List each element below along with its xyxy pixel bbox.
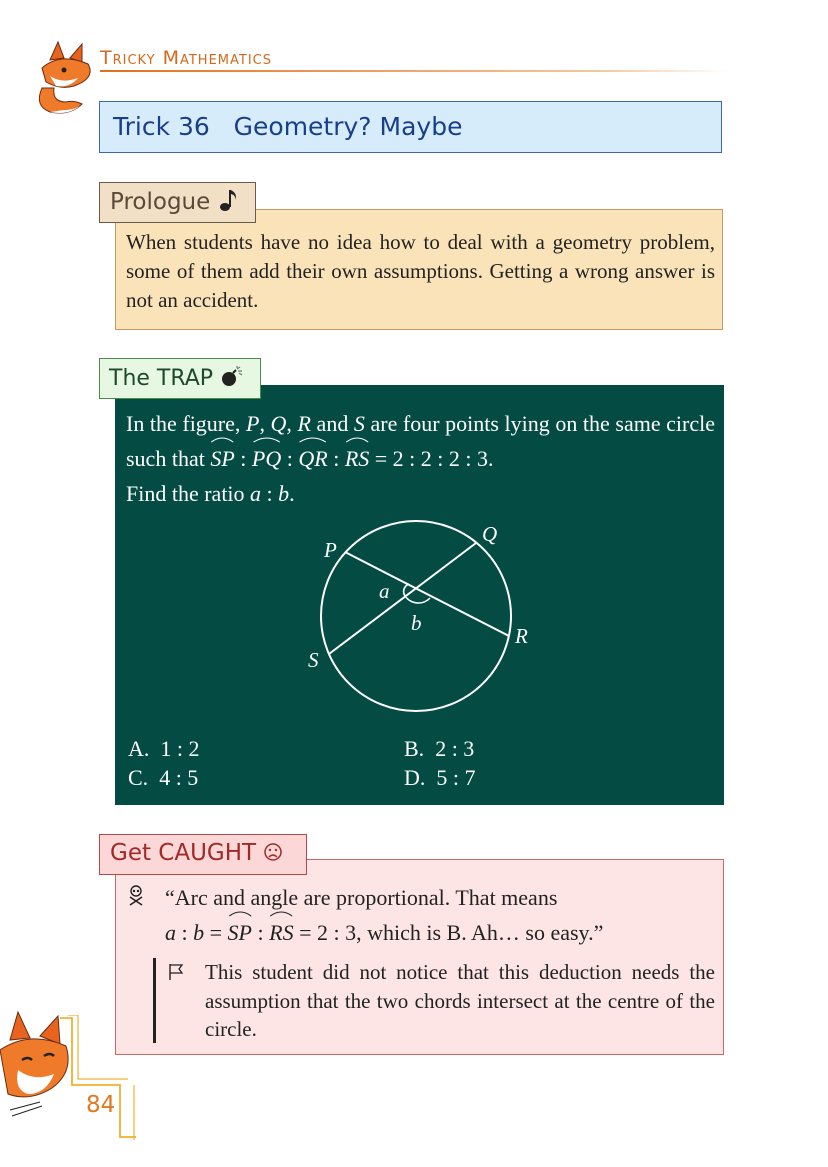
bomb-icon (220, 366, 244, 388)
label-q: Q (482, 522, 498, 546)
option-a[interactable]: A. 1 : 2 (128, 736, 200, 761)
arc-rs-quote: RS (269, 915, 293, 950)
caught-note: This student did not notice that this deduction needs the assumption that the two chords intersect at the centre of the circle. (205, 960, 715, 1041)
page-frame (58, 1015, 138, 1140)
arc-sp: SP (210, 441, 234, 476)
skull-icon (127, 884, 145, 906)
caught-label: Get CAUGHT (110, 840, 283, 866)
label-r: R (515, 624, 528, 648)
arc-rs: RS (345, 441, 369, 476)
trap-question: In the figure, P, Q, R and S are four points lying on the same circle such that SP : PQ : QR : RS = 2 : 2 : 2 : 3. Find the ratio a : b. (126, 411, 716, 506)
header-rule (100, 70, 730, 72)
note-bar (153, 958, 156, 1043)
music-note-icon (218, 188, 240, 210)
arc-pq: PQ (252, 441, 281, 476)
trap-label: The TRAP (109, 366, 244, 391)
label-p: P (324, 538, 337, 562)
fox-mascot-top (30, 38, 100, 118)
option-b[interactable]: B. 2 : 3 (404, 736, 475, 761)
label-a: a (379, 579, 390, 603)
caught-quote: “Arc and angle are proportional. That means a : b = SP : RS = 2 : 3, which is B. Ah… so easy.” (165, 880, 715, 950)
trick-title: Trick 36 Geometry? Maybe (113, 112, 463, 141)
arc-sp-quote: SP (228, 915, 252, 950)
page-number: 84 (86, 1092, 116, 1118)
label-s: S (308, 648, 319, 672)
label-b: b (411, 611, 422, 635)
prologue-text: When students have no idea how to deal with a geometry problem, some of them add their own assumptions. Getting a wrong answer is not an accident. (126, 230, 715, 312)
prologue-label: Prologue (110, 188, 240, 215)
chord-sq (329, 543, 476, 654)
arc-qr: QR (298, 441, 327, 476)
frown-icon (263, 842, 283, 862)
circle-figure (300, 515, 540, 725)
book-title: Tricky Mathematics (100, 47, 273, 69)
flag-icon (167, 962, 187, 982)
option-d[interactable]: D. 5 : 7 (404, 765, 476, 790)
option-c[interactable]: C. 4 : 5 (128, 765, 199, 790)
